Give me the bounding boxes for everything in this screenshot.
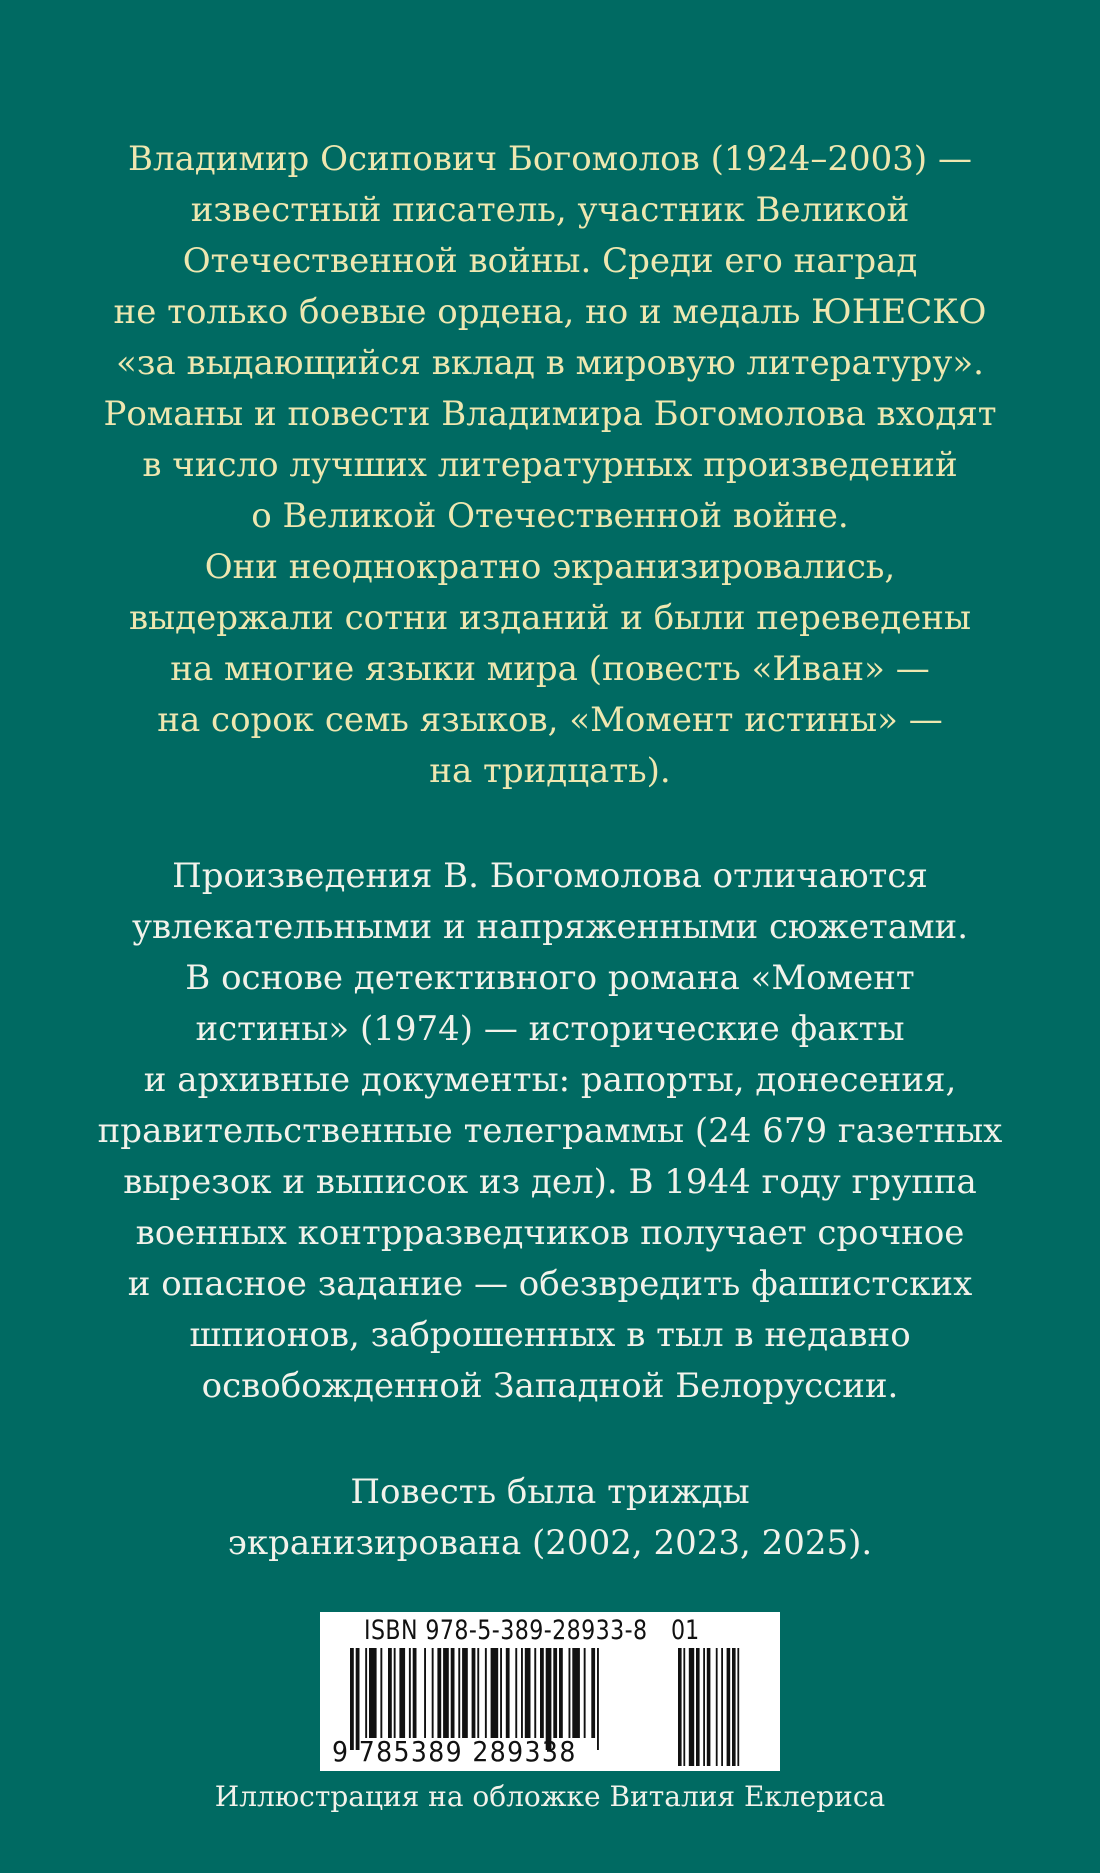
barcode-bar	[553, 1648, 557, 1738]
plot-line: истины» (1974) — исторические факты	[195, 1009, 905, 1049]
barcode-bar	[584, 1648, 586, 1738]
barcode-bar	[365, 1648, 367, 1738]
bio-line: не только боевые ордена, но и медаль ЮНЕСКО	[113, 292, 987, 332]
isbn-barcode	[320, 1612, 780, 1771]
cover-illustration-credit: Иллюстрация на обложке Виталия Еклериса	[214, 1780, 886, 1813]
barcode-bar	[485, 1648, 487, 1738]
barcode-bar	[521, 1648, 523, 1738]
barcode-bar	[458, 1648, 460, 1738]
barcode-bar	[451, 1648, 455, 1738]
plot-line: увлекательными и напряженными сюжетами.	[131, 907, 969, 947]
bio-line: известный писатель, участник Великой	[190, 190, 910, 230]
barcode-bar	[437, 1648, 441, 1738]
barcode-bar	[721, 1648, 723, 1766]
barcode-bar	[727, 1648, 731, 1766]
barcode-bar	[399, 1648, 405, 1738]
plot-line: В основе детективного романа «Момент	[185, 958, 915, 998]
author-bio	[0, 134, 1100, 797]
barcode-bar	[732, 1648, 736, 1766]
barcode-bar	[559, 1648, 563, 1738]
plot-line: правительственные телеграммы (24 679 газетных	[97, 1111, 1003, 1151]
plot-line: вырезок и выписок из дел). В 1944 году группа	[123, 1162, 977, 1202]
bio-line: Они неоднократно экранизировались,	[204, 547, 896, 587]
plot-line: Произведения В. Богомолова отличаются	[172, 856, 928, 896]
barcode-bar	[525, 1648, 531, 1738]
ean-digits: 9 785389 289338	[332, 1735, 577, 1768]
bio-line: о Великой Отечественной войне.	[251, 496, 849, 536]
adaptations-line: Повесть была трижды	[350, 1472, 750, 1512]
barcode-bar	[597, 1648, 599, 1750]
barcode-bar	[443, 1648, 449, 1738]
barcode-bar	[591, 1648, 595, 1738]
bio-line: на сорок семь языков, «Момент истины» —	[157, 700, 943, 740]
barcode-bar	[388, 1648, 392, 1738]
barcode-bar	[506, 1648, 510, 1738]
bio-line: в число лучших литературных произведений	[142, 445, 958, 485]
barcode-bar	[413, 1648, 417, 1738]
barcode-bar	[394, 1648, 396, 1738]
barcode-bar	[380, 1648, 382, 1738]
barcode-bar	[534, 1648, 536, 1738]
barcode-bar	[491, 1648, 499, 1738]
barcode-bar	[462, 1648, 468, 1738]
barcode-bar	[707, 1648, 711, 1766]
plot-line: и архивные документы: рапорты, донесения,	[143, 1060, 957, 1100]
barcode-bar	[477, 1648, 479, 1738]
barcode-bar	[737, 1648, 739, 1766]
barcode-addon-code: 01	[671, 1615, 700, 1646]
plot-line: освобожденной Западной Белоруссии.	[201, 1366, 899, 1406]
barcode-bar	[472, 1648, 476, 1738]
bio-line: Романы и повести Владимира Богомолова входят	[103, 394, 997, 434]
barcode-bar	[716, 1648, 718, 1766]
barcode-bar	[424, 1648, 426, 1738]
bio-line: на многие языки мира (повесть «Иван» —	[170, 649, 930, 689]
adaptations-line: экранизирована (2002, 2023, 2025).	[227, 1523, 873, 1563]
barcode-bar	[678, 1648, 682, 1766]
barcode-bar	[683, 1648, 685, 1766]
barcode-bar	[515, 1648, 517, 1738]
adaptations-note	[0, 1467, 1100, 1569]
bio-line: на тридцать).	[429, 751, 671, 791]
barcode-bar	[703, 1648, 705, 1766]
plot-line: шпионов, заброшенных в тыл в недавно	[189, 1315, 911, 1355]
barcode-bar	[409, 1648, 411, 1738]
bio-line: выдержали сотни изданий и были переведены	[128, 598, 972, 638]
barcode-bar	[500, 1648, 502, 1738]
plot-line: военных контрразведчиков получает срочное	[135, 1213, 965, 1253]
bio-line: Владимир Осипович Богомолов (1924–2003) —	[128, 139, 972, 179]
isbn-number: ISBN 978-5-389-28933-8	[364, 1615, 648, 1646]
bio-line: Отечественной войны. Среди его наград	[182, 241, 918, 281]
plot-line: и опасное задание — обезвредить фашистских	[127, 1264, 973, 1304]
bio-line: «за выдающийся вклад в мировую литературу».	[116, 343, 984, 383]
barcode-bar	[572, 1648, 580, 1738]
barcode-bar	[540, 1648, 544, 1738]
barcode-bar	[569, 1648, 571, 1738]
barcode-bar	[696, 1648, 700, 1766]
barcode-bar	[689, 1648, 694, 1766]
plot-summary	[0, 851, 1100, 1412]
barcode-bar	[432, 1648, 434, 1738]
barcode-bar	[369, 1648, 377, 1738]
